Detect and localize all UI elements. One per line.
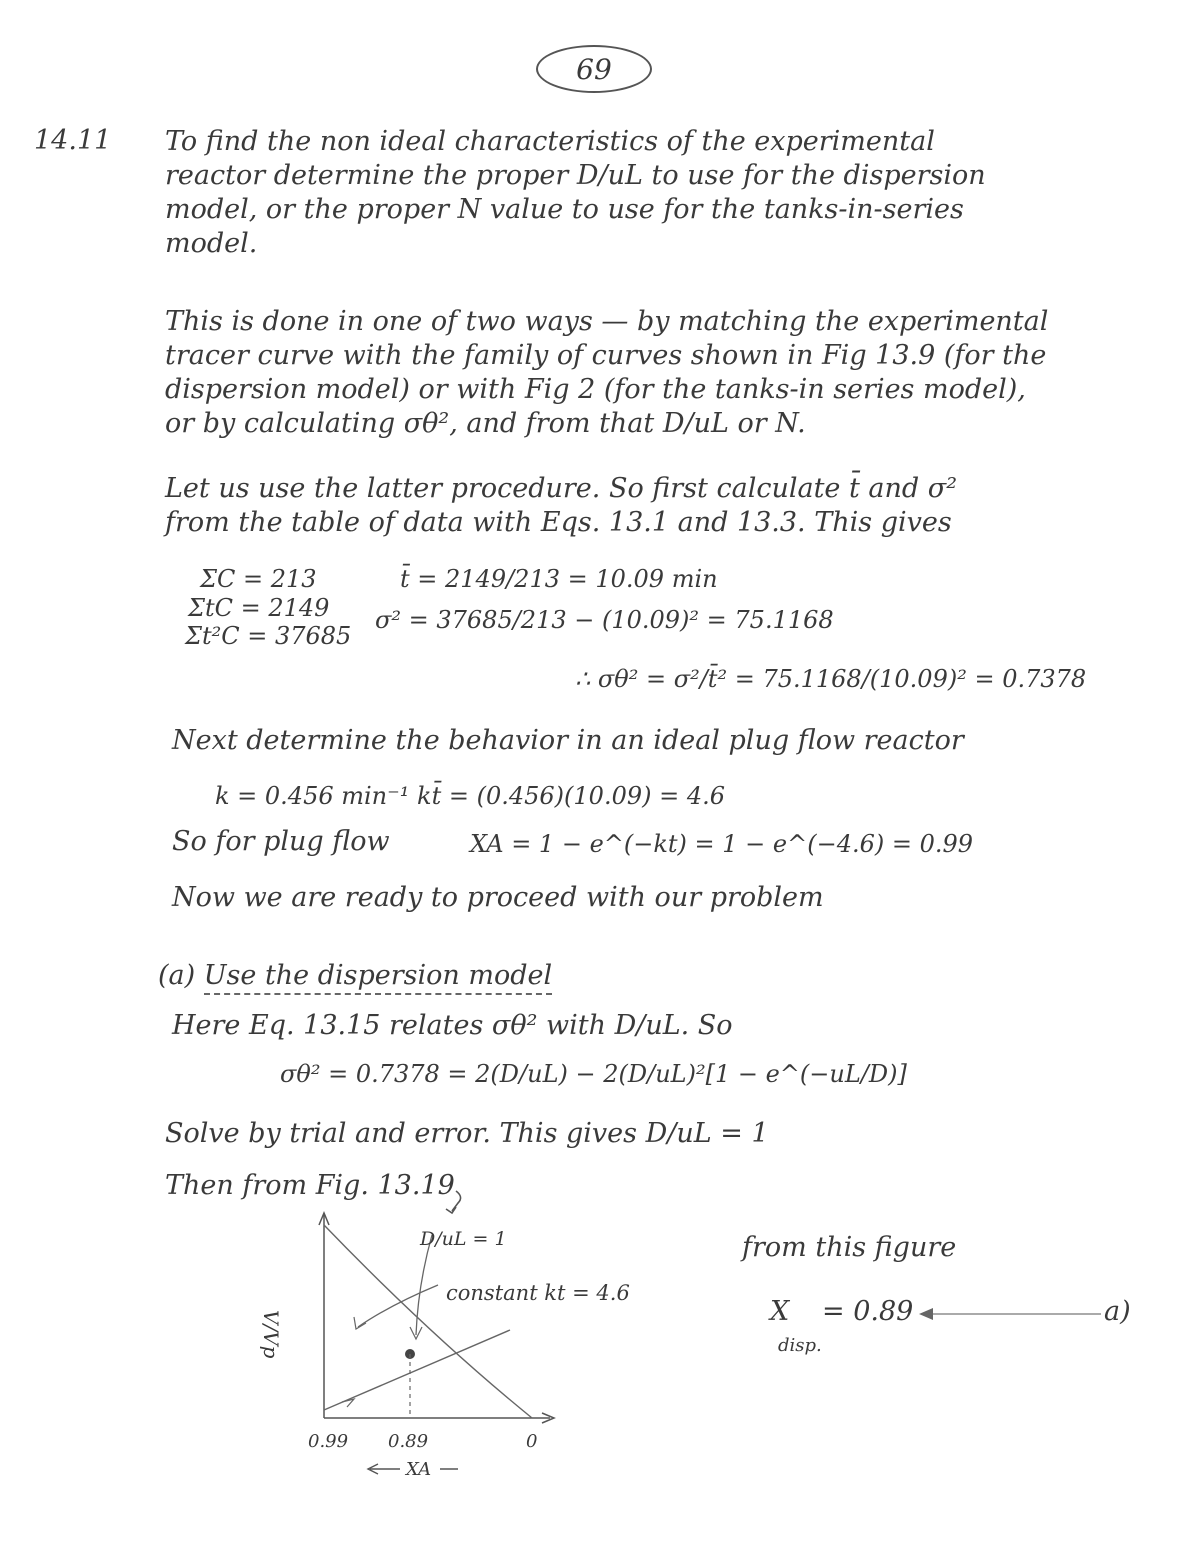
part-a-label: (a) — [158, 960, 196, 991]
sum-tc: ΣtC = 2149 — [188, 594, 330, 622]
procedure-line-1: Let us use the latter procedure. So first calculate t̄ and σ² — [165, 473, 958, 504]
result-x: X — [770, 1296, 790, 1327]
result-value: = 0.89 — [822, 1296, 914, 1327]
constant-label: constant kt = 4.6 — [446, 1281, 630, 1305]
curve-label: D/uL = 1 — [420, 1228, 507, 1250]
method-paragraph — [165, 305, 1095, 441]
ready-line: Now we are ready to proceed with our problem — [172, 882, 824, 913]
sigma2-calc: σ² = 37685/213 − (10.09)² = 75.1168 — [375, 606, 834, 634]
y-axis-label: V/Vp — [259, 1310, 283, 1359]
xa-plug-flow: XA = 1 − e^(−kt) = 1 − e^(−4.6) = 0.99 — [470, 830, 974, 858]
page-number: 69 — [536, 45, 652, 93]
relates-line: Here Eq. 13.15 relates σθ² with D/uL. So — [172, 1010, 733, 1041]
conversion-figure — [250, 1185, 630, 1480]
then-line: Then from Fig. 13.19 — [165, 1170, 455, 1201]
plug-flow-heading: Next determine the behavior in an ideal plug flow reactor — [172, 725, 964, 756]
intro-paragraph — [165, 125, 1095, 261]
part-a-heading — [158, 960, 552, 991]
so-plug-flow: So for plug flow — [172, 826, 390, 857]
procedure-line-2: from the table of data with Eqs. 13.1 and 13.3. This gives — [165, 507, 952, 538]
intro-line-1: To find the non ideal characteristics of the experimental — [165, 126, 935, 157]
intro-line-4: model. — [165, 228, 258, 259]
x-tick-0: 0 — [526, 1431, 538, 1452]
intro-line-2: reactor determine the proper D/uL to use for the dispersion — [165, 160, 986, 191]
result-arrow-head — [919, 1308, 933, 1320]
part-a-title: Use the dispersion model — [204, 960, 552, 995]
pointer-arrowhead — [446, 1207, 456, 1213]
method-line-3: dispersion model) or with Fig 2 (for the tanks-in series model), — [165, 374, 1026, 405]
curve-label-arrow — [416, 1235, 432, 1335]
problem-number: 14.11 — [34, 125, 112, 156]
constant-kt-line — [324, 1330, 510, 1410]
result-tag: a) — [1104, 1296, 1131, 1327]
x-tick-089: 0.89 — [388, 1431, 429, 1452]
method-line-4: or by calculating σθ², and from that D/uL or N. — [165, 408, 806, 439]
kt-line-arrow — [342, 1399, 354, 1407]
procedure-paragraph — [165, 472, 1095, 540]
tbar-calc: t̄ = 2149/213 = 10.09 min — [400, 565, 718, 593]
solve-line: Solve by trial and error. This gives D/uL = 1 — [165, 1118, 769, 1149]
result-subscript: disp. — [778, 1335, 822, 1356]
from-this-figure: from this figure — [742, 1232, 957, 1263]
x-tick-099: 0.99 — [308, 1431, 349, 1452]
sum-t2c: Σt²C = 37685 — [185, 622, 352, 650]
k-line: k = 0.456 min⁻¹ kt̄ = (0.456)(10.09) = 4.6 — [215, 782, 726, 810]
constant-label-arrow — [358, 1285, 438, 1327]
intro-line-3: model, or the proper N value to use for the tanks-in-series — [165, 194, 964, 225]
sum-c: ΣC = 213 — [200, 565, 317, 593]
sigma-theta-calc: ∴ σθ² = σ²/t̄² = 75.1168/(10.09)² = 0.7378 — [575, 665, 1087, 693]
dispersion-equation: σθ² = 0.7378 = 2(D/uL) − 2(D/uL)²[1 − e^(−uL/D)] — [280, 1060, 907, 1088]
x-axis-label: XA — [406, 1459, 432, 1480]
method-line-1: This is done in one of two ways — by matching the experimental — [165, 306, 1049, 337]
result-arrow — [915, 1302, 1105, 1326]
method-line-2: tracer curve with the family of curves shown in Fig 13.9 (for the — [165, 340, 1047, 371]
